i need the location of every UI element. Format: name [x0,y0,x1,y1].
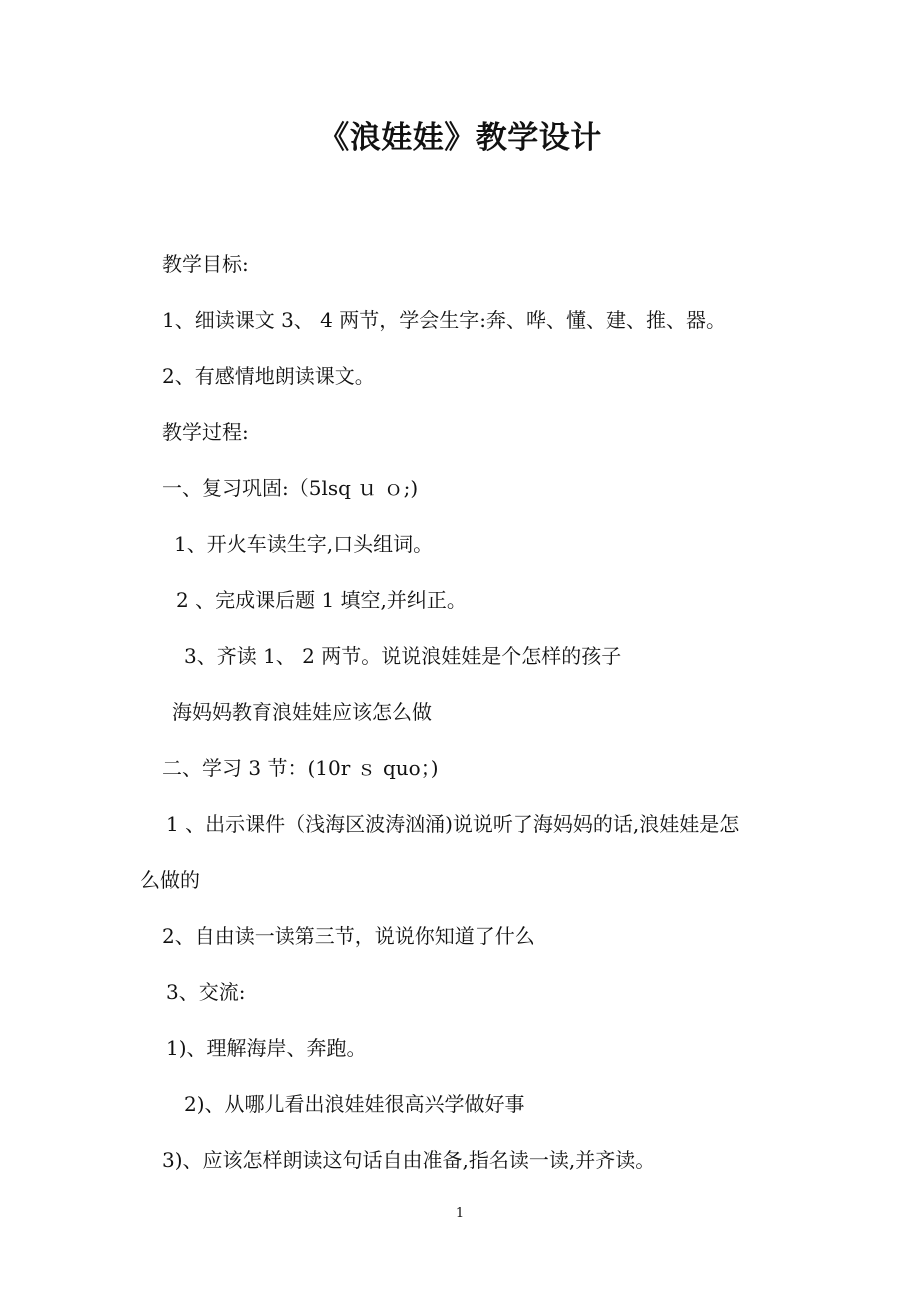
page-number: 1 [455,1206,465,1221]
paragraph-line: 3、齐读 1、 2 两节。说说浪娃娃是个怎样的孩子 [184,644,622,668]
paragraph-line: 1、细读课文 3、 4 两节，学会生字:奔、哗、懂、建、推、器。 [162,308,726,332]
paragraph-line: 3、交流: [166,980,246,1004]
paragraph-line: 海妈妈教育浪娃娃应该怎么做 [172,700,432,724]
document-title: 《浪娃娃》教学设计 [318,120,602,156]
section-heading-objectives: 教学目标: [162,252,249,276]
paragraph-line: 么做的 [140,868,200,892]
paragraph-line: 1 、出示课件（浅海区波涛汹涌)说说听了海妈妈的话,浪娃娃是怎 [166,812,740,836]
section-heading-review: 一、复习巩固:（5lsq ｕ ｏ;) [162,476,419,500]
paragraph-line: 1)、理解海岸、奔跑。 [166,1036,367,1060]
paragraph-line: 1、开火车读生字,口头组词。 [174,532,434,556]
section-heading-study: 二、学习 3 节：(10r ｓ quo；) [162,756,439,780]
paragraph-line: 2、自由读一读第三节，说说你知道了什么 [162,924,535,948]
paragraph-line: 3)、应该怎样朗读这句话自由准备,指名读一读,并齐读。 [162,1148,656,1172]
paragraph-line: 2、有感情地朗读课文。 [162,364,375,388]
paragraph-line: 2)、从哪儿看出浪娃娃很高兴学做好事 [184,1092,525,1116]
paragraph-line: 2 、完成课后题 1 填空,并纠正。 [176,588,467,612]
section-heading-process: 教学过程: [162,420,249,444]
